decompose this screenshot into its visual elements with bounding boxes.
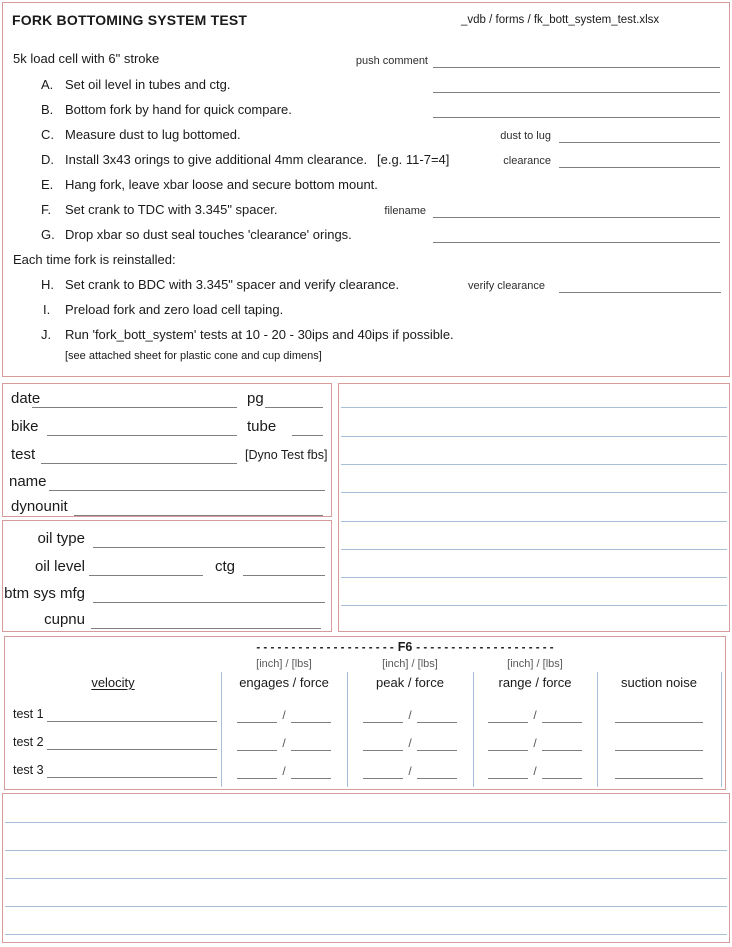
step-letter: I. xyxy=(43,302,51,317)
peak-force-cell[interactable] xyxy=(347,763,473,779)
name-label: name xyxy=(9,473,47,490)
test-row-label: test 2 xyxy=(13,735,44,749)
oil-type-label: oil type xyxy=(37,530,85,547)
instructions-section xyxy=(2,2,730,377)
step-row-e xyxy=(3,177,729,195)
suction-noise-cell[interactable] xyxy=(597,707,721,723)
btm-sys-mfg-field[interactable] xyxy=(93,602,325,603)
step-text: Bottom fork by hand for quick compare. xyxy=(65,102,292,117)
velocity-field[interactable] xyxy=(47,777,217,778)
reinstall-heading: Each time fork is reinstalled: xyxy=(13,252,176,267)
oil-type-field[interactable] xyxy=(93,547,325,548)
step-letter: D. xyxy=(41,152,54,167)
ruled-line xyxy=(5,878,727,879)
column-header-suction-noise: suction noise xyxy=(621,675,697,690)
bottom-notes-area[interactable] xyxy=(2,793,730,943)
ruled-line xyxy=(341,407,727,408)
peak-force-cell[interactable] xyxy=(347,735,473,751)
units-label-engages: [inch] / [lbs] xyxy=(256,658,312,670)
step-text: Preload fork and zero load cell taping. xyxy=(65,302,284,317)
test-row-label: test 1 xyxy=(13,707,44,721)
push-comment-field[interactable] xyxy=(433,67,720,68)
attachment-note: [see attached sheet for plastic cone and cup dimens] xyxy=(65,350,322,362)
test-row-3 xyxy=(5,763,725,779)
engages-force-cell[interactable] xyxy=(221,735,347,751)
step-letter: H. xyxy=(41,277,54,292)
notes-area[interactable] xyxy=(338,383,730,632)
date-field[interactable] xyxy=(32,407,237,408)
step-text: Install 3x43 orings to give additional 4mm clearance. xyxy=(65,152,368,167)
f6-dashes-right: - - - - - - - - - - - - - - - - - - - - xyxy=(416,642,554,654)
ruled-line xyxy=(5,822,727,823)
range-force-cell[interactable] xyxy=(473,763,597,779)
step-a-field[interactable] xyxy=(433,92,720,93)
step-b-field[interactable] xyxy=(433,117,720,118)
slash-separator: / xyxy=(533,764,537,778)
bike-field[interactable] xyxy=(47,435,237,436)
verify-clearance-field[interactable] xyxy=(559,292,721,293)
ruled-line xyxy=(341,605,727,606)
column-header-peak-force: peak / force xyxy=(376,675,444,690)
step-letter: C. xyxy=(41,127,54,142)
name-field[interactable] xyxy=(49,490,325,491)
f6-label: F6 xyxy=(397,640,413,654)
velocity-field[interactable] xyxy=(47,721,217,722)
f6-header xyxy=(165,640,645,654)
oil-level-label: oil level xyxy=(34,558,85,575)
ctg-label: ctg xyxy=(215,558,236,575)
clearance-label: clearance xyxy=(503,155,551,167)
test-field[interactable] xyxy=(41,463,237,464)
dynounit-label: dynounit xyxy=(11,498,68,515)
step-letter: B. xyxy=(41,102,54,117)
slash-separator: / xyxy=(282,736,286,750)
tube-field[interactable] xyxy=(292,435,323,436)
step-note: [e.g. 11-7=4] xyxy=(377,152,450,167)
push-comment-label: push comment xyxy=(355,55,428,67)
engages-force-cell[interactable] xyxy=(221,707,347,723)
units-label-peak: [inch] / [lbs] xyxy=(382,658,438,670)
ruled-line xyxy=(341,577,727,578)
oil-section xyxy=(2,520,332,632)
step-letter: G. xyxy=(41,227,55,242)
intro-text: 5k load cell with 6" stroke xyxy=(13,51,160,66)
oil-level-field[interactable] xyxy=(89,575,203,576)
step-text: Measure dust to lug bottomed. xyxy=(65,127,241,142)
dynounit-field[interactable] xyxy=(74,515,323,516)
step-text: Set oil level in tubes and ctg. xyxy=(65,77,231,92)
slash-separator: / xyxy=(533,708,537,722)
test-row-1 xyxy=(5,707,725,723)
cupnu-label: cupnu xyxy=(44,611,85,628)
suction-noise-cell[interactable] xyxy=(597,735,721,751)
peak-force-cell[interactable] xyxy=(347,707,473,723)
test-row-2 xyxy=(5,735,725,751)
step-letter: J. xyxy=(41,327,52,342)
ruled-line xyxy=(5,906,727,907)
velocity-header-text: velocity xyxy=(91,675,135,690)
test-row-label: test 3 xyxy=(13,763,44,777)
step-letter: F. xyxy=(41,202,52,217)
slash-separator: / xyxy=(533,736,537,750)
pg-field[interactable] xyxy=(265,407,323,408)
engages-force-cell[interactable] xyxy=(221,763,347,779)
velocity-field[interactable] xyxy=(47,749,217,750)
clearance-field[interactable] xyxy=(559,167,720,168)
f6-dashes-left: - - - - - - - - - - - - - - - - - - - - xyxy=(256,642,394,654)
slash-separator: / xyxy=(408,708,412,722)
step-letter: A. xyxy=(41,77,54,92)
suction-noise-cell[interactable] xyxy=(597,763,721,779)
step-letter: E. xyxy=(41,177,54,192)
date-label: date xyxy=(11,390,41,407)
f6-table-section xyxy=(4,636,726,790)
ruled-line xyxy=(5,934,727,935)
ruled-line xyxy=(341,492,727,493)
slash-separator: / xyxy=(408,764,412,778)
ruled-line xyxy=(341,436,727,437)
column-header-velocity xyxy=(5,675,221,690)
info-section xyxy=(2,383,332,517)
step-text: Set crank to TDC with 3.345" spacer. xyxy=(65,202,278,217)
pg-label: pg xyxy=(247,390,264,407)
filename-label: filename xyxy=(384,205,426,217)
ruled-line xyxy=(5,850,727,851)
ctg-field[interactable] xyxy=(243,575,325,576)
page-title: FORK BOTTOMING SYSTEM TEST xyxy=(12,12,248,28)
range-force-cell[interactable] xyxy=(473,707,597,723)
filename-field[interactable] xyxy=(433,217,720,218)
ruled-line xyxy=(341,549,727,550)
dust-to-lug-label: dust to lug xyxy=(500,130,551,142)
btm-sys-mfg-label: btm sys mfg xyxy=(4,585,85,602)
step-row-i xyxy=(3,302,729,320)
column-header-range-force: range / force xyxy=(498,675,572,690)
slash-separator: / xyxy=(282,764,286,778)
step-text: Drop xbar so dust seal touches 'clearance' orings. xyxy=(65,227,352,242)
tube-label: tube xyxy=(247,418,277,435)
bike-label: bike xyxy=(11,418,39,435)
dust-to-lug-field[interactable] xyxy=(559,142,720,143)
step-row-j xyxy=(3,327,729,345)
step-text: Set crank to BDC with 3.345" spacer and verify clearance. xyxy=(65,277,400,292)
units-label-range: [inch] / [lbs] xyxy=(507,658,563,670)
slash-separator: / xyxy=(408,736,412,750)
step-text: Hang fork, leave xbar loose and secure bottom mount. xyxy=(65,177,378,192)
range-force-cell[interactable] xyxy=(473,735,597,751)
cupnu-field[interactable] xyxy=(91,628,321,629)
test-label: test xyxy=(11,446,36,463)
step-text: Run 'fork_bott_system' tests at 10 - 20 - 30ips and 40ips if possible. xyxy=(65,327,454,342)
step-g-field[interactable] xyxy=(433,242,720,243)
slash-separator: / xyxy=(282,708,286,722)
verify-clearance-label: verify clearance xyxy=(467,280,545,292)
ruled-line xyxy=(341,521,727,522)
file-path: _vdb / forms / fk_bott_system_test.xlsx xyxy=(461,14,660,26)
column-header-engages-force: engages / force xyxy=(239,675,329,690)
ruled-line xyxy=(341,464,727,465)
dyno-test-note: [Dyno Test fbs] xyxy=(245,448,328,462)
